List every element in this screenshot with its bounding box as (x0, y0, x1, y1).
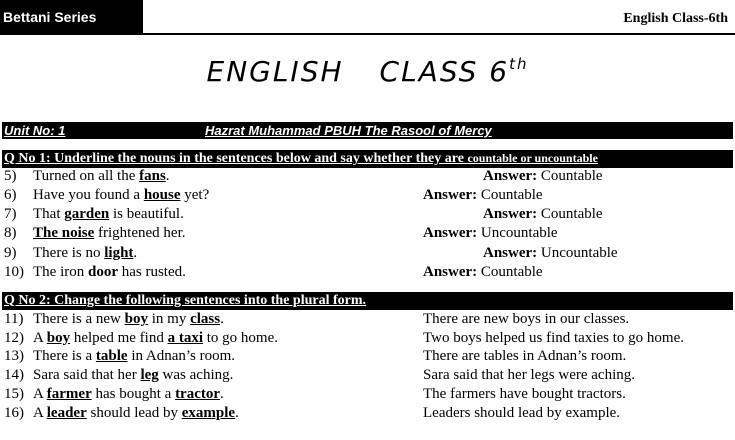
row-number: 16) (4, 405, 24, 421)
q2-row (0, 405, 735, 424)
sentence: There is no light. (33, 245, 138, 261)
q2-row (0, 311, 735, 330)
plural-answer: There are tables in Adnan’s room. (423, 348, 627, 364)
title-word-english: ENGLISH (206, 55, 344, 88)
plural-answer: Two boys helped us find taxies to go home. (423, 330, 684, 346)
sentence: A farmer has bought a tractor. (33, 386, 224, 402)
answer: Answer: Countable (483, 206, 603, 222)
noun: leader (46, 405, 87, 421)
q1-row (0, 245, 735, 264)
row-number: 10) (4, 264, 24, 280)
noun: class (190, 311, 221, 327)
q1-heading-small: countable or uncountable (467, 151, 598, 165)
noun: The noise (33, 225, 95, 241)
noun: fans (139, 168, 166, 184)
row-number: 13) (4, 348, 24, 364)
noun: house (143, 187, 181, 203)
sentence: The iron door has rusted. (33, 264, 186, 280)
q1-row (0, 264, 735, 283)
answer: Answer: Uncountable (423, 225, 558, 241)
row-number: 7) (4, 206, 17, 222)
q2-row (0, 386, 735, 405)
noun: table (95, 348, 128, 364)
noun: a taxi (167, 330, 204, 346)
noun: light (104, 245, 134, 261)
sentence: A boy helped me find a taxi to go home. (33, 330, 279, 346)
series-label: Bettani Series (0, 0, 143, 35)
unit-label: Unit No: 1 (4, 123, 66, 138)
noun: garden (64, 206, 110, 222)
plural-answer: Leaders should lead by example. (423, 405, 621, 421)
q1-row (0, 187, 735, 206)
sentence: Sara said that her leg was aching. (33, 367, 234, 383)
row-number: 6) (4, 187, 17, 203)
sentence: Have you found a house yet? (33, 187, 210, 203)
q1-row (0, 225, 735, 244)
noun: farmer (46, 386, 92, 402)
answer: Answer: Uncountable (483, 245, 618, 261)
answer: Answer: Countable (423, 264, 543, 280)
row-number: 12) (4, 330, 24, 346)
plural-answer: The farmers have bought tractors. (423, 386, 626, 402)
q1-heading-text: Q No 1: Underline the nouns in the sentences below and say whether they are (4, 151, 468, 166)
noun: tractor (175, 386, 221, 402)
title-word-class: CLASS 6 (379, 55, 510, 88)
noun: leg (140, 367, 159, 383)
row-number: 8) (4, 225, 17, 241)
noun: boy (46, 330, 71, 346)
answer: Answer: Countable (423, 187, 543, 203)
plural-answer: There are new boys in our classes. (423, 311, 630, 327)
page-title (0, 55, 735, 88)
row-number: 5) (4, 168, 17, 184)
row-number: 9) (4, 245, 17, 261)
class-label: English Class-6th (623, 11, 728, 26)
title-superscript: th (509, 55, 529, 73)
row-number: 11) (4, 311, 24, 327)
plural-answer: Sara said that her legs were aching. (423, 367, 635, 383)
unit-bar (2, 122, 733, 139)
q2-row (0, 367, 735, 386)
noun: door (87, 264, 118, 280)
q2-heading-text: Q No 2: Change the following sentences into the plural form. (4, 293, 367, 308)
q2-row (0, 330, 735, 349)
noun: boy (124, 311, 148, 327)
sentence: There is a table in Adnan’s room. (33, 348, 236, 364)
q2-row (0, 348, 735, 367)
sentence: That garden is beautiful. (33, 206, 184, 222)
question-1-heading (2, 150, 733, 168)
row-number: 15) (4, 386, 24, 402)
sentence: The noise frightened her. (33, 225, 186, 241)
header-rule (143, 33, 735, 35)
sentence: There is a new boy in my class. (33, 311, 224, 327)
noun: example (181, 405, 236, 421)
answer: Answer: Countable (483, 168, 603, 184)
question-2-heading (2, 292, 733, 310)
sentence: A leader should lead by example. (33, 405, 239, 421)
sentence: Turned on all the fans. (33, 168, 170, 184)
row-number: 14) (4, 367, 24, 383)
q1-row (0, 168, 735, 187)
unit-name: Hazrat Muhammad PBUH The Rasool of Mercy (205, 123, 492, 138)
q1-row (0, 206, 735, 225)
